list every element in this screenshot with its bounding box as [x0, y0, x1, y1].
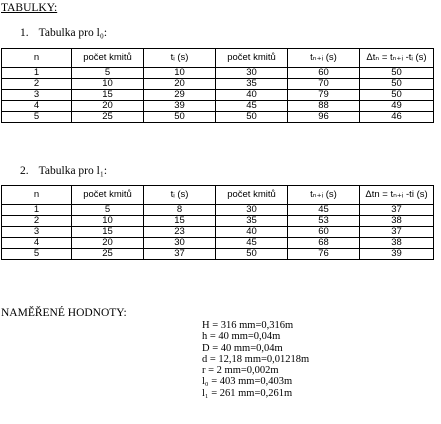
table-header-row [2, 49, 434, 68]
cell: 40 [216, 90, 288, 101]
cell: 15 [144, 216, 216, 227]
cell: 5 [2, 112, 72, 123]
cell: 53 [288, 216, 360, 227]
header-cell: tₙ₊ᵢ (s) [288, 49, 360, 68]
cell: 79 [288, 90, 360, 101]
cell: 37 [360, 205, 434, 216]
cell: 37 [144, 249, 216, 260]
cell: 38 [360, 216, 434, 227]
cell: 23 [144, 227, 216, 238]
cell: 39 [360, 249, 434, 260]
cell: 35 [216, 216, 288, 227]
table2-number: 2. [20, 165, 29, 177]
cell: 30 [216, 68, 288, 79]
cell: 70 [288, 79, 360, 90]
cell: 25 [72, 249, 144, 260]
cell: 76 [288, 249, 360, 260]
table-row [2, 205, 434, 216]
cell: 29 [144, 90, 216, 101]
cell: 88 [288, 101, 360, 112]
table2 [1, 185, 434, 260]
table-row [2, 101, 434, 112]
cell: 37 [360, 227, 434, 238]
table1-caption-text: Tabulka pro l₀: [38, 27, 108, 39]
cell: 60 [288, 227, 360, 238]
measured-values-heading: NAMĚŘENÉ HODNOTY: [1, 307, 127, 319]
table-row [2, 112, 434, 123]
cell: 5 [72, 68, 144, 79]
cell: 68 [288, 238, 360, 249]
measured-value: d = 12,18 mm=0,01218m [202, 353, 310, 365]
cell: 50 [360, 68, 434, 79]
measured-value: r = 2 mm=0,002m [202, 365, 279, 377]
cell: 60 [288, 68, 360, 79]
cell: 45 [288, 205, 360, 216]
cell: 4 [2, 101, 72, 112]
measured-value: H = 316 mm=0,316m [202, 320, 294, 331]
cell: 2 [2, 216, 72, 227]
cell: 25 [72, 112, 144, 123]
cell: 20 [144, 79, 216, 90]
cell: 50 [216, 249, 288, 260]
cell: 96 [288, 112, 360, 123]
header-cell: počet kmitů [72, 49, 144, 68]
table-row [2, 249, 434, 260]
cell: 39 [144, 101, 216, 112]
table1-caption [20, 27, 107, 39]
cell: 49 [360, 101, 434, 112]
header-cell: počet kmitů [72, 186, 144, 205]
header-cell: n [2, 49, 72, 68]
table-row [2, 238, 434, 249]
header-cell: tᵢ (s) [144, 49, 216, 68]
cell: 20 [72, 101, 144, 112]
table-header-row [2, 186, 434, 205]
cell: 10 [72, 79, 144, 90]
table1 [1, 48, 434, 123]
cell: 50 [360, 90, 434, 101]
cell: 38 [360, 238, 434, 249]
cell: 1 [2, 205, 72, 216]
table2-caption [20, 165, 107, 177]
header-cell: Δtn = tₙ₊ᵢ -ti (s) [360, 186, 434, 205]
tables-heading: TABULKY: [1, 2, 58, 14]
cell: 50 [144, 112, 216, 123]
cell: 10 [72, 216, 144, 227]
header-cell: počet kmitů [216, 186, 288, 205]
cell: 5 [72, 205, 144, 216]
header-cell: tₙ₊ᵢ (s) [288, 186, 360, 205]
header-cell: n [2, 186, 72, 205]
cell: 45 [216, 101, 288, 112]
cell: 50 [216, 112, 288, 123]
cell: 45 [216, 238, 288, 249]
measured-value: D = 40 mm=0,04m [202, 342, 283, 354]
header-cell: počet kmitů [216, 49, 288, 68]
cell: 20 [72, 238, 144, 249]
measured-values-list [202, 320, 309, 399]
table-row [2, 90, 434, 101]
cell: 46 [360, 112, 434, 123]
measured-value: l₀ = 403 mm=0,403m [202, 376, 293, 388]
table2-caption-text: Tabulka pro l₁: [38, 165, 108, 177]
cell: 40 [216, 227, 288, 238]
table-row [2, 216, 434, 227]
table1-number: 1. [20, 27, 29, 39]
cell: 3 [2, 227, 72, 238]
cell: 50 [360, 79, 434, 90]
cell: 5 [2, 249, 72, 260]
cell: 2 [2, 79, 72, 90]
table-row [2, 227, 434, 238]
cell: 30 [216, 205, 288, 216]
cell: 35 [216, 79, 288, 90]
cell: 15 [72, 227, 144, 238]
cell: 3 [2, 90, 72, 101]
cell: 8 [144, 205, 216, 216]
header-cell: Δtₙ = tₙ₊ᵢ -tᵢ (s) [360, 49, 434, 68]
table-row [2, 79, 434, 90]
measured-value: l₁ = 261 mm=0,261m [202, 387, 293, 399]
cell: 1 [2, 68, 72, 79]
cell: 4 [2, 238, 72, 249]
cell: 30 [144, 238, 216, 249]
header-cell: tᵢ (s) [144, 186, 216, 205]
measured-value: h = 40 mm=0,04m [202, 331, 281, 343]
cell: 10 [144, 68, 216, 79]
cell: 15 [72, 90, 144, 101]
table-row [2, 68, 434, 79]
